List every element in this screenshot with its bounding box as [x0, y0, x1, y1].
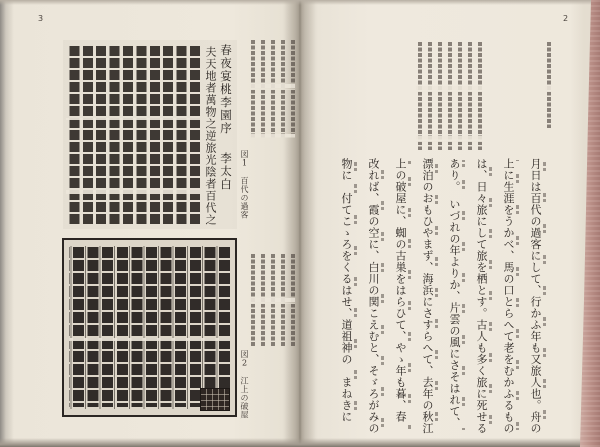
ruby-marks [435, 160, 438, 430]
main-text-column: 物に 付てこゝろをくるはせ、道祖神の まねきに [340, 158, 353, 423]
figure-1-title: 春夜宴桃李園序 [219, 44, 233, 135]
ruby-marks [543, 160, 546, 430]
main-text-column: 上に生涯をうかべ、馬の口とらへて老をむかふるもの [502, 158, 515, 434]
figure-1-woodblock [63, 40, 237, 229]
ruby-marks [462, 160, 465, 430]
main-text-column: 月日は百代の過客にして、行かふ年も又旅人也。舟の [529, 158, 542, 434]
figure-1-first-column: 夫天地者萬物之逆旅光陰者百代之 [204, 46, 217, 226]
page-number-right: 2 [563, 14, 569, 23]
page-bottom-edge [0, 438, 600, 447]
ruby-marks [408, 160, 411, 430]
ruby-marks [381, 160, 384, 430]
figure-2-caption: 図2 江上の破屋 [240, 350, 249, 419]
figure-1-author: 李太白 [219, 152, 233, 191]
page-top-edge [0, 0, 600, 5]
figure-1-woodblock-text-texture [66, 46, 200, 226]
seal-stamp [200, 388, 230, 411]
annotation-notes-top-right [416, 42, 482, 150]
main-text-column: は、日々旅にして旅を栖とす。古人も多く旅に死せる [475, 158, 488, 434]
figure-2-woodblock-text-texture [69, 247, 230, 407]
main-text-column: 上の破屋に、蜘の古巣をはらひて、やゝ年も暮、春 [394, 158, 407, 423]
annotation-notes-middle-left [251, 254, 295, 346]
ruby-marks [516, 160, 519, 430]
main-text-column: あり。 いづれの年よりか、片雲の風にさそはれて、 [448, 158, 461, 429]
annotation-column-right [545, 42, 551, 128]
figure-2-woodblock [62, 238, 237, 417]
ruby-marks [489, 160, 492, 430]
ruby-marks [354, 160, 357, 430]
annotation-notes-top-left [251, 40, 295, 138]
main-text-column: 漂泊のおもひやまず、海浜にさすらへて、去年の秋江 [421, 158, 434, 434]
figure-1-caption: 図1 百代の過客 [240, 150, 249, 219]
main-text-column: 改れば、霞の空に、白川の関こえむと、そゞろがみの [367, 158, 380, 434]
page-number-left: 3 [38, 14, 44, 23]
